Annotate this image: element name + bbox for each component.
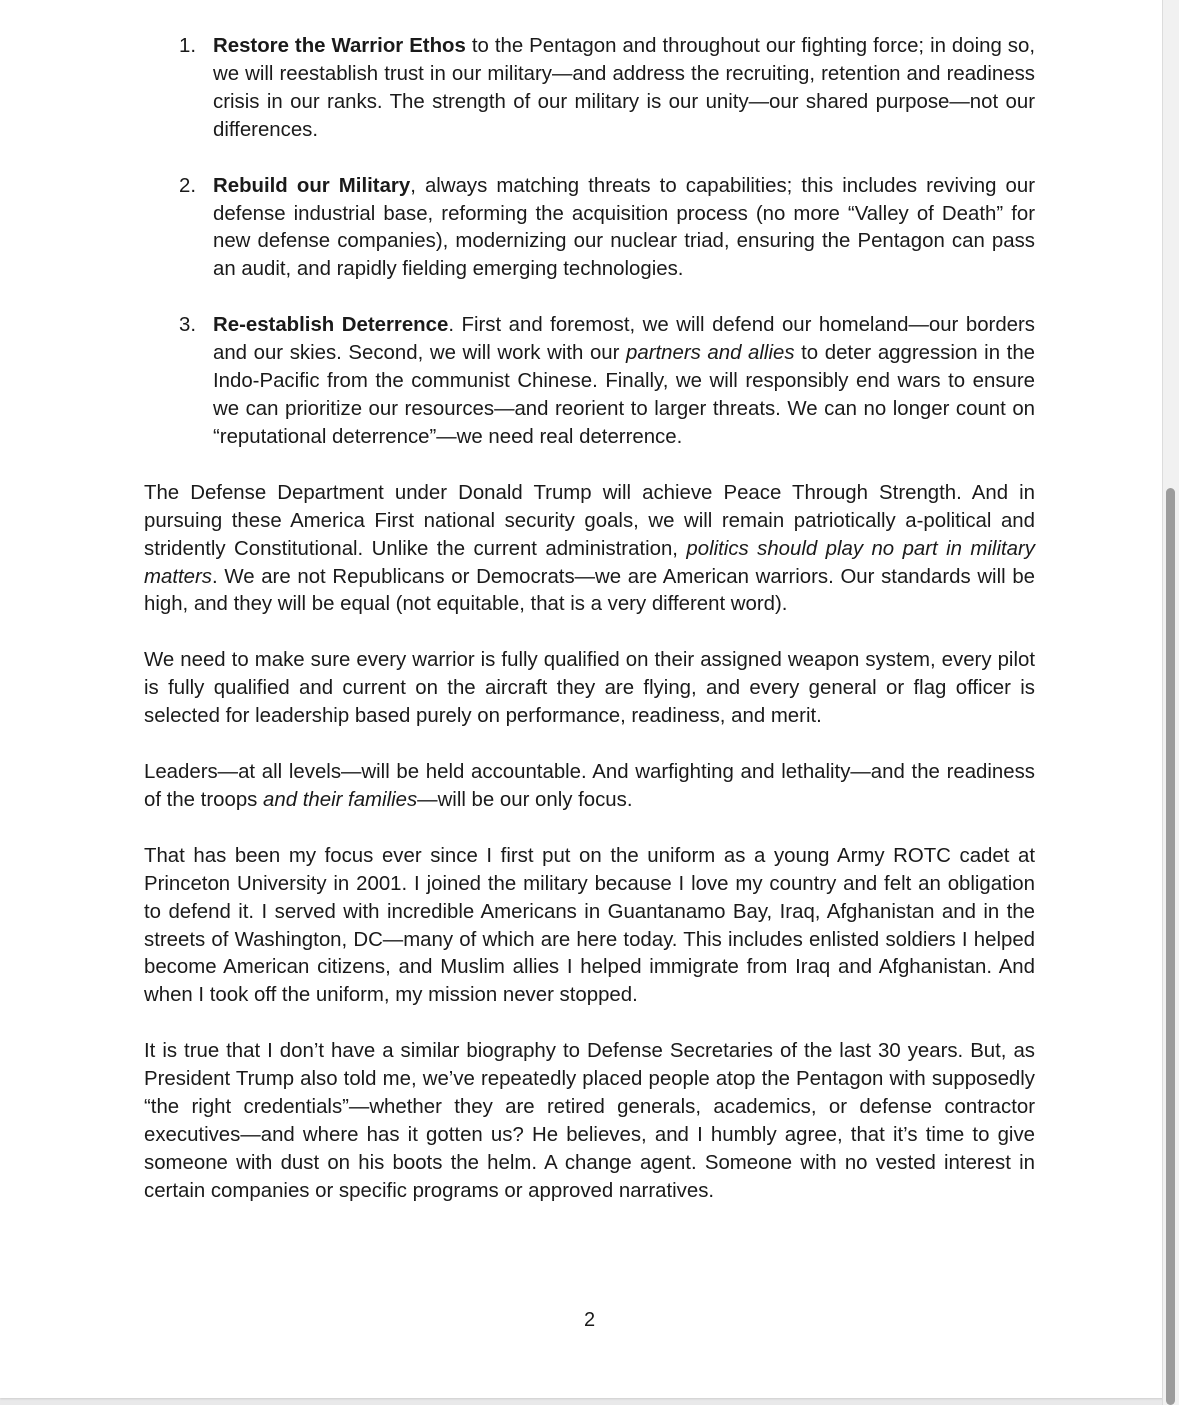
list-item-text: . First and foremost, we will defend our homeland—our borders and our skies. Second, we will work with our <box>213 314 1035 365</box>
paragraph-text: . We are not Republicans or Democrats—we are American warriors. Our standards will be high, and they will be equal (not equitable, that is a very different word). <box>144 565 1035 616</box>
goals-list <box>144 33 1035 452</box>
list-item-text: , always matching threats to capabilities; this includes reviving our defense industrial base, reforming the acquisition process (no more “Valley of Death” for new defense companies), modernizing our nuclear triad, ensuring the Pentagon can pass an audit, and rapidly fielding emerging technologies. <box>213 174 1035 281</box>
scrollbar-thumb[interactable] <box>1166 488 1175 1405</box>
paragraph-text: —will be our only focus. <box>417 788 633 811</box>
paragraph-peace-through-strength <box>144 480 1035 620</box>
list-item-heading: Restore the Warrior Ethos <box>213 35 466 57</box>
paragraph-accountability <box>144 759 1035 815</box>
list-item-text: to the Pentagon and throughout our fighting force; in doing so, we will reestablish trust in our military—and address the recruiting, retention and readiness crisis in our ranks. The strength of our military is our unity—our shared purpose—not our differences. <box>213 35 1036 141</box>
list-item-number: 3. <box>179 314 197 337</box>
paragraph-qualification: We need to make sure every warrior is fully qualified on their assigned weapon system, every pilot is fully qualified and current on the aircraft they are flying, and every general or flag officer is selected for leadership based purely on performance, readiness, and merit. <box>144 649 1035 728</box>
paragraph-emphasis: politics should play no part in military matters <box>144 537 1035 588</box>
list-item <box>144 33 1035 145</box>
list-item-heading: Rebuild our Military <box>213 174 411 197</box>
list-item-emphasis: partners and allies <box>626 342 795 365</box>
list-item-number: 2. <box>179 174 197 197</box>
vertical-scrollbar[interactable] <box>1162 0 1179 1405</box>
paragraph-text: Leaders—at all levels—will be held accountable. And warfighting and lethality—and the readiness of the troops <box>144 761 1035 811</box>
paragraph-biography: That has been my focus ever since I first put on the uniform as a young Army ROTC cadet at Princeton University in 2001. I joined the military because I love my country and felt an obligation to defend it. I served with incredible Americans in Guantanamo Bay, Iraq, Afghanistan and in the streets of Washington, DC—many of which are here today. This includes enlisted soldiers I helped become American citizens, and Muslim allies I helped immigrate from Iraq and Afghanistan. And when I took off the uniform, my mission never stopped. <box>144 844 1035 1007</box>
page-number: 2 <box>583 1309 596 1331</box>
paragraph-text: The Defense Department under Donald Trump will achieve Peace Through Strength. And in pursuing these America First national security goals, we will remain patriotically a-political and stridently Constitutional. Unlike the current administration, <box>144 481 1035 560</box>
list-item <box>144 312 1035 452</box>
page-content <box>144 33 1035 1234</box>
paragraph-change-agent: It is true that I don’t have a similar biography to Defense Secretaries of the last 30 years. But, as President Trump also told me, we’ve repeatedly placed people atop the Pentagon with supposedly “the right credentials”—whether they are retired generals, academics, or defense contractor executives—and where has it gotten us? He believes, and I humbly agree, that it’s time to give someone with dust on his boots the helm. A change agent. Someone with no vested interest in certain companies or specific programs or approved narratives. <box>144 1040 1035 1202</box>
list-item-heading: Re-establish Deterrence <box>213 314 449 337</box>
list-item-text: to deter aggression in the Indo-Pacific from the communist Chinese. Finally, we will responsibly end wars to ensure we can prioritize our resources—and reorient to larger threats. We can no longer count on “reputational deterrence”—we need real deterrence. <box>213 342 1035 448</box>
list-item <box>144 173 1035 285</box>
paragraph-emphasis: and their families <box>263 788 418 811</box>
list-item-number: 1. <box>179 35 197 57</box>
